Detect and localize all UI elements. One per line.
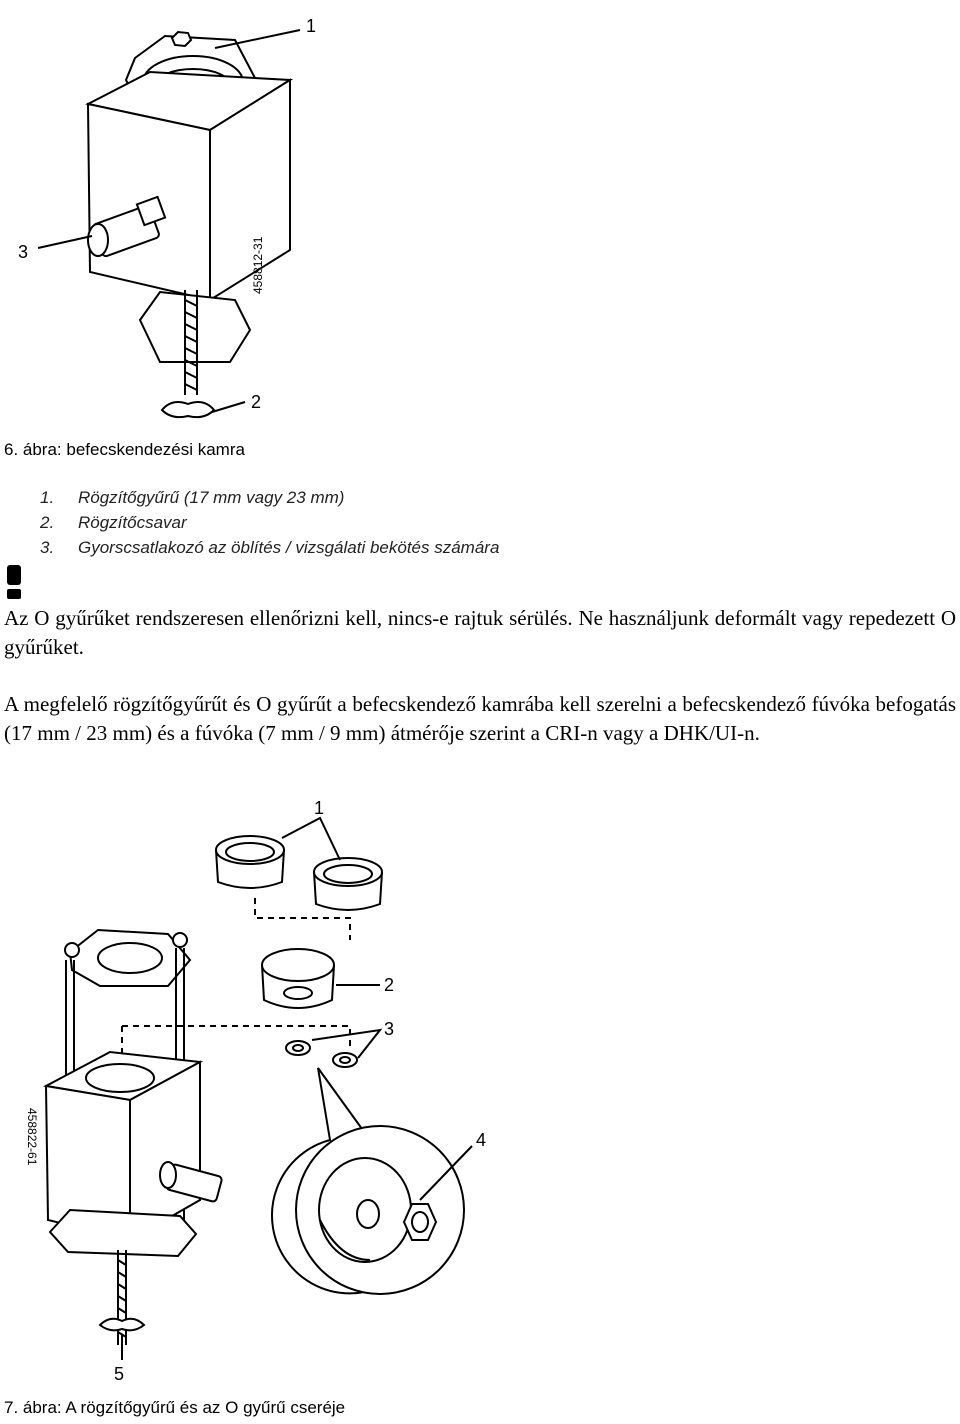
mounting-paragraph: A megfelelő rögzítőgyűrűt és O gyűrűt a befecskendező kamrába kell szerelni a befecskendező fúvóka befogatás (17 mm / 23 mm) és a fúvóka (7 mm / 9 mm) átmérője szerint a CRI-n vagy a DHK/UI-n. [4, 692, 956, 745]
figure-6-illustration [0, 0, 380, 440]
fixing-ring [216, 836, 284, 888]
fixing-ring [314, 858, 382, 910]
figure-7-caption: 7. ábra: A rögzítőgyűrű és az O gyűrű cseréje [4, 1398, 346, 1417]
list-item: 3. Gyorscsatlakozó az öblítés / vizsgálati bekötés számára [40, 538, 500, 557]
parts-list [0, 488, 700, 563]
callout-1: 1 [306, 16, 317, 36]
callout-5: 5 [114, 1364, 125, 1384]
part-code: 458812-31 [251, 236, 265, 294]
callout-3: 3 [384, 1019, 395, 1039]
nut [172, 32, 191, 46]
exclamation-icon [4, 565, 24, 599]
list-item: 1. Rögzítőgyűrű (17 mm vagy 23 mm) [40, 488, 345, 507]
callout-4: 4 [476, 1130, 487, 1150]
list-item: 2. Rögzítőcsavar [40, 513, 187, 532]
part-code: 458822-61 [25, 1108, 39, 1166]
callout-3: 3 [18, 242, 29, 262]
wing-nut [100, 1319, 144, 1331]
detail-magnifier [272, 1068, 464, 1294]
nozzle-holder-cup [262, 949, 334, 1008]
o-ring [286, 1041, 310, 1055]
warning-text: Az O gyűrűket rendszeresen ellenőrizni kell, nincs-e rajtuk sérülés. Ne használjunk deformált vagy repedezett O gyűrűket. [4, 606, 956, 659]
figure-7-illustration [0, 790, 520, 1390]
callout-1: 1 [314, 798, 325, 818]
o-ring [333, 1053, 357, 1067]
callout-2: 2 [251, 392, 262, 412]
clamp-plate [50, 1210, 196, 1256]
clamp-plate [140, 292, 250, 362]
callout-2: 2 [384, 975, 395, 995]
wing-nut [162, 402, 214, 417]
figure-6-caption: 6. ábra: befecskendezési kamra [4, 440, 245, 459]
